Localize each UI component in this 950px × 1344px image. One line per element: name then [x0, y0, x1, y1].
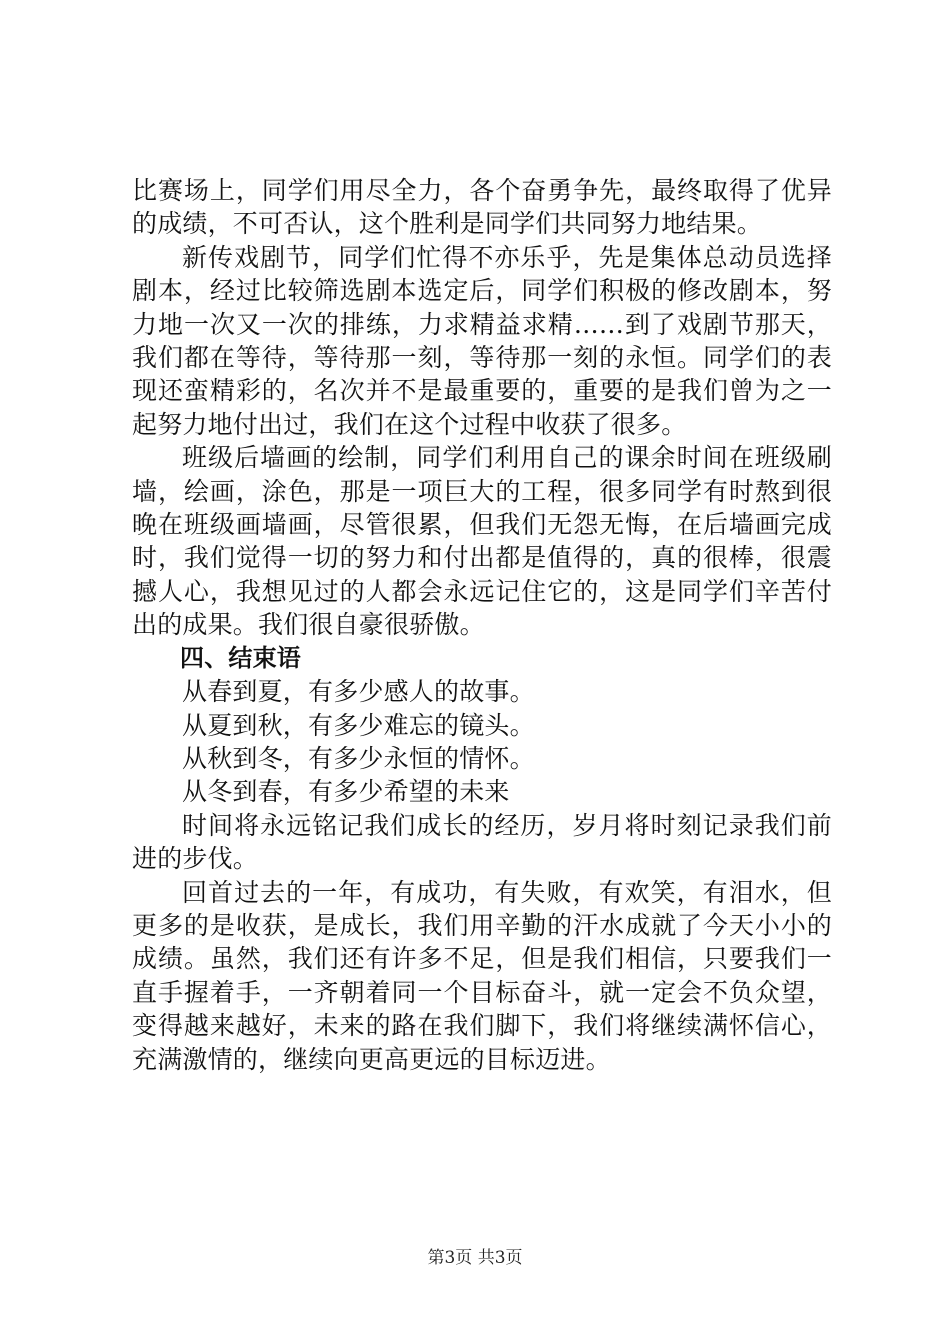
page-number-footer: 第3页 共3页	[427, 1248, 523, 1268]
paragraph-looking-back: 回首过去的一年，有成功，有失败，有欢笑，有泪水，但更多的是收获，是成长，我们用辛勤的汗水成就了今天小小的成绩。虽然，我们还有许多不足，但是我们相信，只要我们一直手握着手，一齐朝着同一个目标奋斗，就一定会不负众望，变得越来越好，未来的路在我们脚下，我们将继续满怀信心，充满激情的，继续向更高更远的目标迈进。	[132, 877, 832, 1074]
paragraph-wall-painting: 班级后墙画的绘制，同学们利用自己的课余时间在班级刷墙，绘画，涂色，那是一项巨大的工程，很多同学有时熬到很晚在班级画墙画，尽管很累，但我们无怨无悔，在后墙画完成时，我们觉得一切的努力和付出都是值得的，真的很棒，很震撼人心，我想见过的人都会永远记住它的，这是同学们辛苦付出的成果。我们很自豪很骄傲。	[132, 443, 832, 640]
section-heading-conclusion: 四、结束语	[180, 643, 301, 672]
paragraph-time-remembers: 时间将永远铭记我们成长的经历，岁月将时刻记录我们前进的步伐。	[132, 810, 832, 874]
poem-line: 从冬到春，有多少希望的未来	[182, 777, 510, 807]
document-body	[132, 174, 832, 1076]
paragraph-competition: 比赛场上，同学们用尽全力，各个奋勇争先，最终取得了优异的成绩，不可否认，这个胜利是同学们共同努力地结果。	[132, 176, 832, 239]
paragraph-drama-festival: 新传戏剧节，同学们忙得不亦乐乎，先是集体总动员选择剧本，经过比较筛选剧本选定后，同学们积极的修改剧本，努力地一次又一次的排练，力求精益求精……到了戏剧节那天，我们都在等待，等待那一刻，等待那一刻的永恒。同学们的表现还蛮精彩的，名次并不是最重要的，重要的是我们曾为之一起努力地付出过，我们在这个过程中收获了很多。	[132, 242, 832, 439]
poem-line: 从春到夏，有多少感人的故事。	[182, 677, 535, 707]
poem-line: 从夏到秋，有多少难忘的镜头。	[182, 710, 535, 740]
poem-line: 从秋到冬，有多少永恒的情怀。	[182, 743, 535, 773]
